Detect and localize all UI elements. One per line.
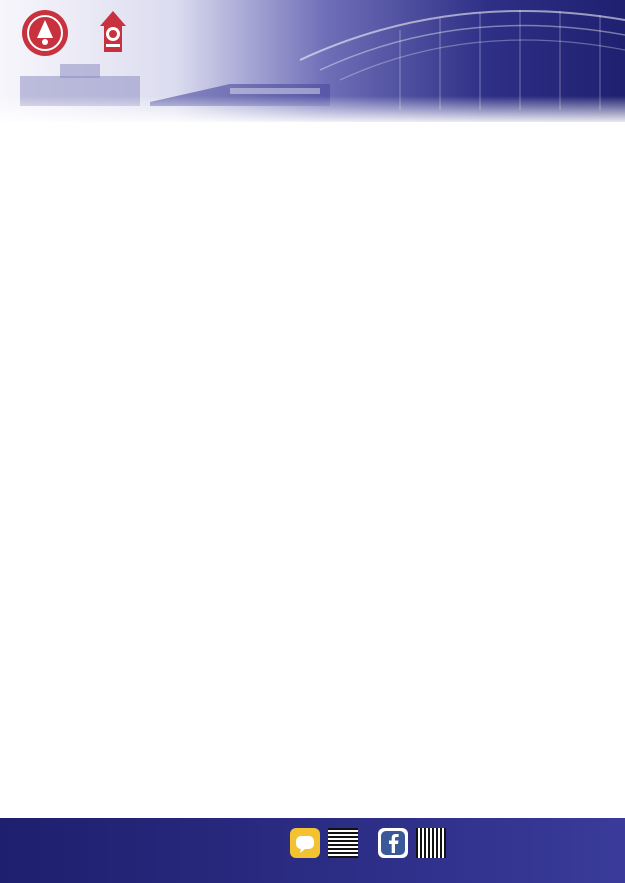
line-contact[interactable] xyxy=(290,826,326,876)
contract-row xyxy=(117,437,537,456)
header-banner xyxy=(0,0,625,122)
contract-row xyxy=(117,459,537,478)
footer xyxy=(0,818,625,883)
facebook-contact[interactable] xyxy=(378,826,414,876)
ministry-logo xyxy=(20,8,70,58)
facebook-qr-code[interactable] xyxy=(416,826,452,876)
line-qr-code[interactable] xyxy=(328,826,364,876)
srt-logo xyxy=(88,8,138,58)
contract-row xyxy=(117,481,537,500)
line-icon xyxy=(290,828,320,858)
facebook-icon xyxy=(378,828,408,858)
